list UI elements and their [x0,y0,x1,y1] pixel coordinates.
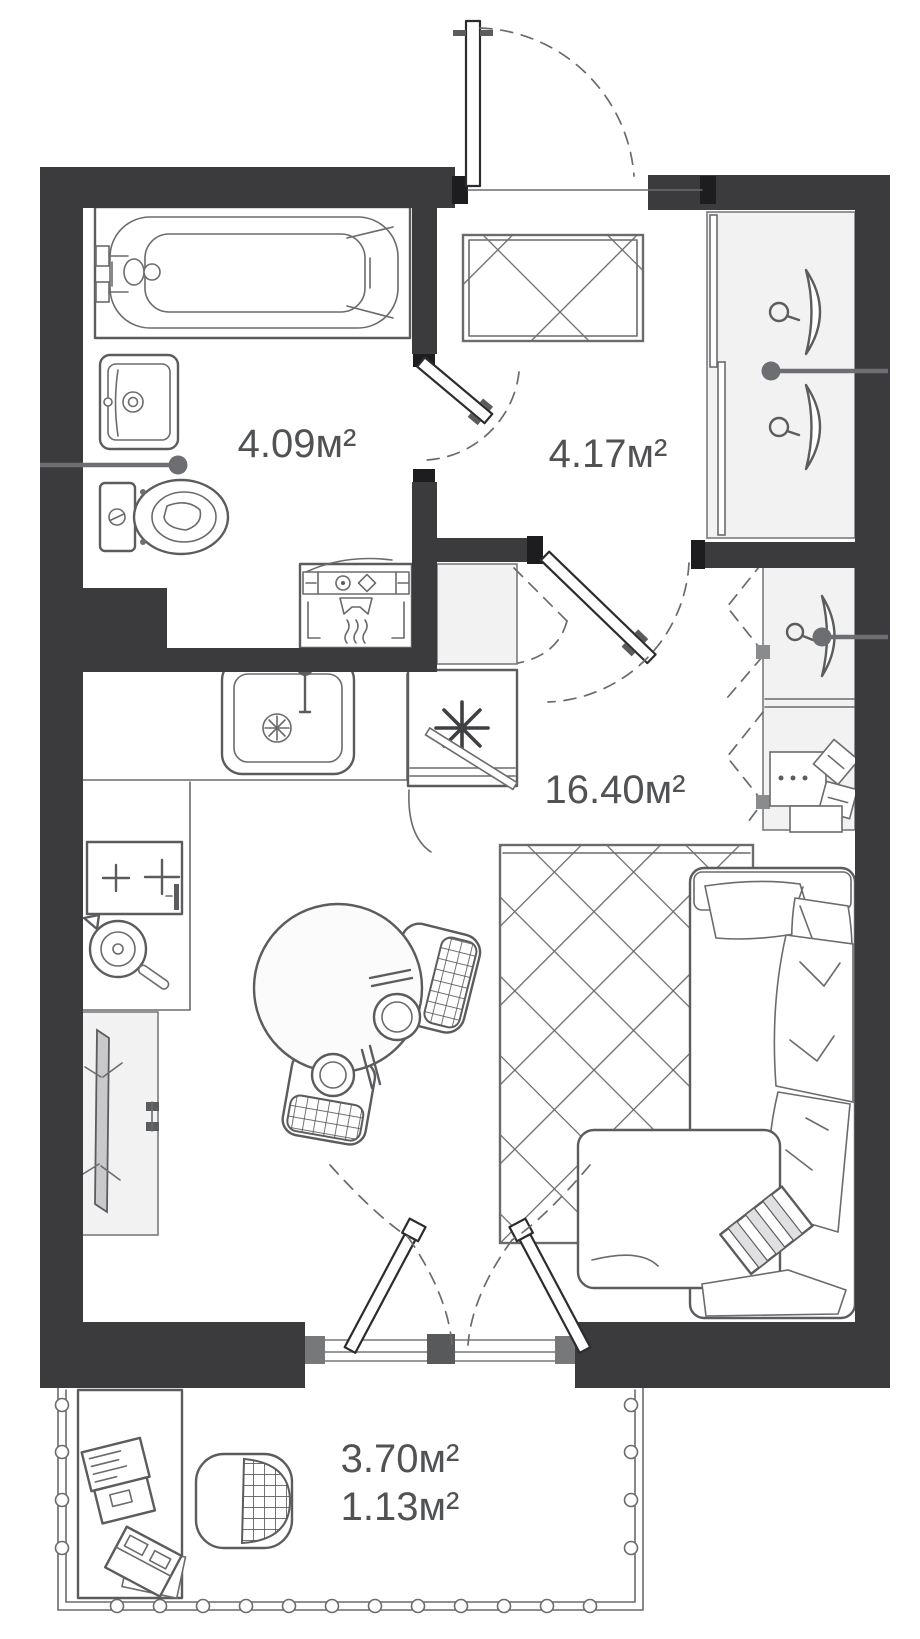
doormat [463,235,643,341]
duvet [774,935,853,1102]
wall-hall-arm [437,538,537,562]
utility-closet [437,564,567,664]
hallway-area-label: 4.17м² [548,432,668,476]
balcony [56,1388,644,1613]
wall-bottom-left [40,1322,305,1388]
wall-bathroom-partition-upper [412,208,437,354]
cooktop [87,842,182,914]
washbasin [100,355,178,449]
wall-bottom-right [575,1322,890,1388]
table-top [254,904,422,1072]
sliding-wardrobe-room [707,212,855,538]
balcony-chair [196,1454,292,1548]
kitchen-sink [222,660,354,774]
wall-bathroom-step [40,588,167,650]
living-room-door [537,547,689,702]
living-area-label: 16.40м² [544,768,686,812]
balcony-door-leaf [342,1219,425,1355]
door-jamb [691,540,705,569]
wall-bathroom-partition-lower [412,482,437,672]
wall-bathroom-bottom [40,648,437,672]
door-pivot [756,645,770,659]
bathroom-area-label: 4.09м² [237,422,357,466]
kettle [84,915,170,991]
wall-top-left [40,167,455,208]
wall-right [855,175,890,1388]
bathroom [95,207,412,648]
wall-left [40,167,83,1322]
dining-table [254,904,484,1147]
sliding-door-panel [710,215,717,367]
wall-top-right [648,175,890,210]
bathtub [95,207,410,338]
entry-door [453,21,702,190]
wall-hall-bottom [693,542,890,568]
door-jamb [413,469,435,482]
tv-unit [82,1012,159,1235]
toilet [100,480,228,554]
washing-machine [300,559,412,649]
bathroom-door [413,353,519,460]
sliding-door-panel [718,362,725,535]
folding-wardrobe [727,558,859,832]
door-pivot [756,795,770,809]
refrigerator [408,670,517,852]
tv [95,1030,109,1212]
balcony-reduced-area-label: 1.13м² [340,1485,460,1529]
balcony-area-label: 3.70м² [340,1437,460,1481]
